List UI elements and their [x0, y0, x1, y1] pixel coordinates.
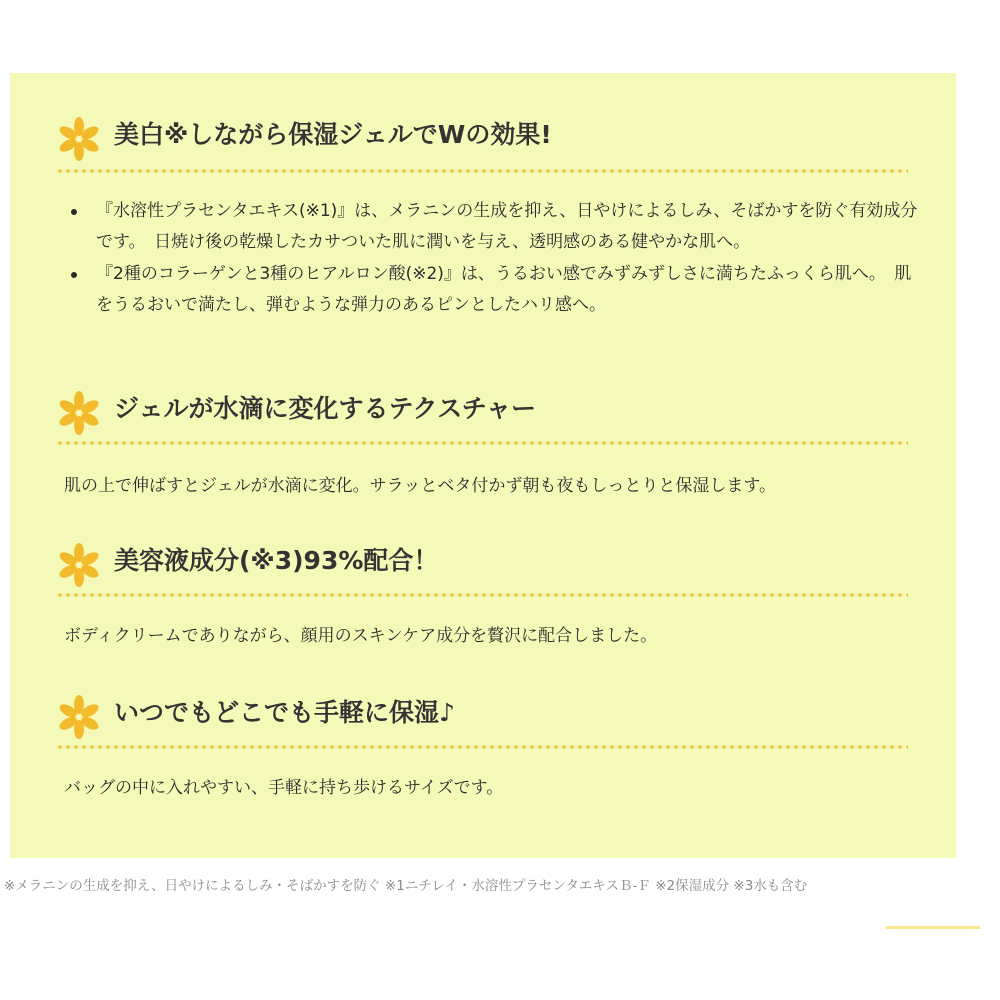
dotted-divider — [56, 169, 908, 173]
dotted-divider — [56, 593, 908, 597]
dotted-divider — [56, 441, 908, 445]
section-heading-text: ジェルが水滴に変化するテクスチャー — [114, 394, 537, 423]
bullet-icon — [71, 209, 77, 215]
section-heading-text: 美白※しながら保湿ジェルでWの効果! — [114, 120, 552, 149]
section-heading-serum — [56, 538, 916, 590]
dotted-divider — [56, 745, 908, 749]
list-item — [70, 259, 920, 321]
section-heading-text: いつでもどこでも手軽に保湿♪ — [114, 698, 455, 727]
flower-icon — [56, 116, 102, 162]
section-heading-whitening — [56, 112, 916, 164]
decorative-accent — [886, 926, 980, 929]
bullet-text: 『水溶性プラセンタエキス(※1)』は、メラニンの生成を抑え、日やけによるしみ、そばかすを防ぐ有効成分です。 日焼け後の乾燥したカサついた肌に潤いを与え、透明感のある健やかな肌へ。 — [96, 201, 918, 252]
section-body-text: バッグの中に入れやすい、手軽に持ち歩けるサイズです。 — [64, 778, 504, 798]
feature-bullet-list — [70, 196, 920, 322]
section-heading-text: 美容液成分(※3)93%配合！ — [114, 546, 439, 575]
footnote: ※メラニンの生成を抑え、日やけによるしみ・そばかすを防ぐ ※1ニチレイ・水溶性プラセンタエキスＢ-Ｆ ※2保湿成分 ※3水も含む — [4, 878, 808, 894]
list-item — [70, 196, 920, 258]
section-heading-texture — [56, 386, 916, 438]
bullet-icon — [71, 272, 77, 278]
flower-icon — [56, 694, 102, 740]
section-body-text: 肌の上で伸ばすとジェルが水滴に変化。サラッとベタ付かず朝も夜もしっとりと保湿します。 — [64, 476, 776, 496]
flower-icon — [56, 390, 102, 436]
section-body-text: ボディクリームでありながら、顔用のスキンケア成分を贅沢に配合しました。 — [64, 626, 658, 646]
section-heading-portable — [56, 690, 916, 742]
flower-icon — [56, 542, 102, 588]
bullet-text: 『2種のコラーゲンと3種のヒアルロン酸(※2)』は、うるおい感でみずみずしさに満ちたふっくら肌へ。 肌をうるおいで満たし、弾むような弾力のあるピンとしたハリ感へ。 — [96, 264, 912, 315]
